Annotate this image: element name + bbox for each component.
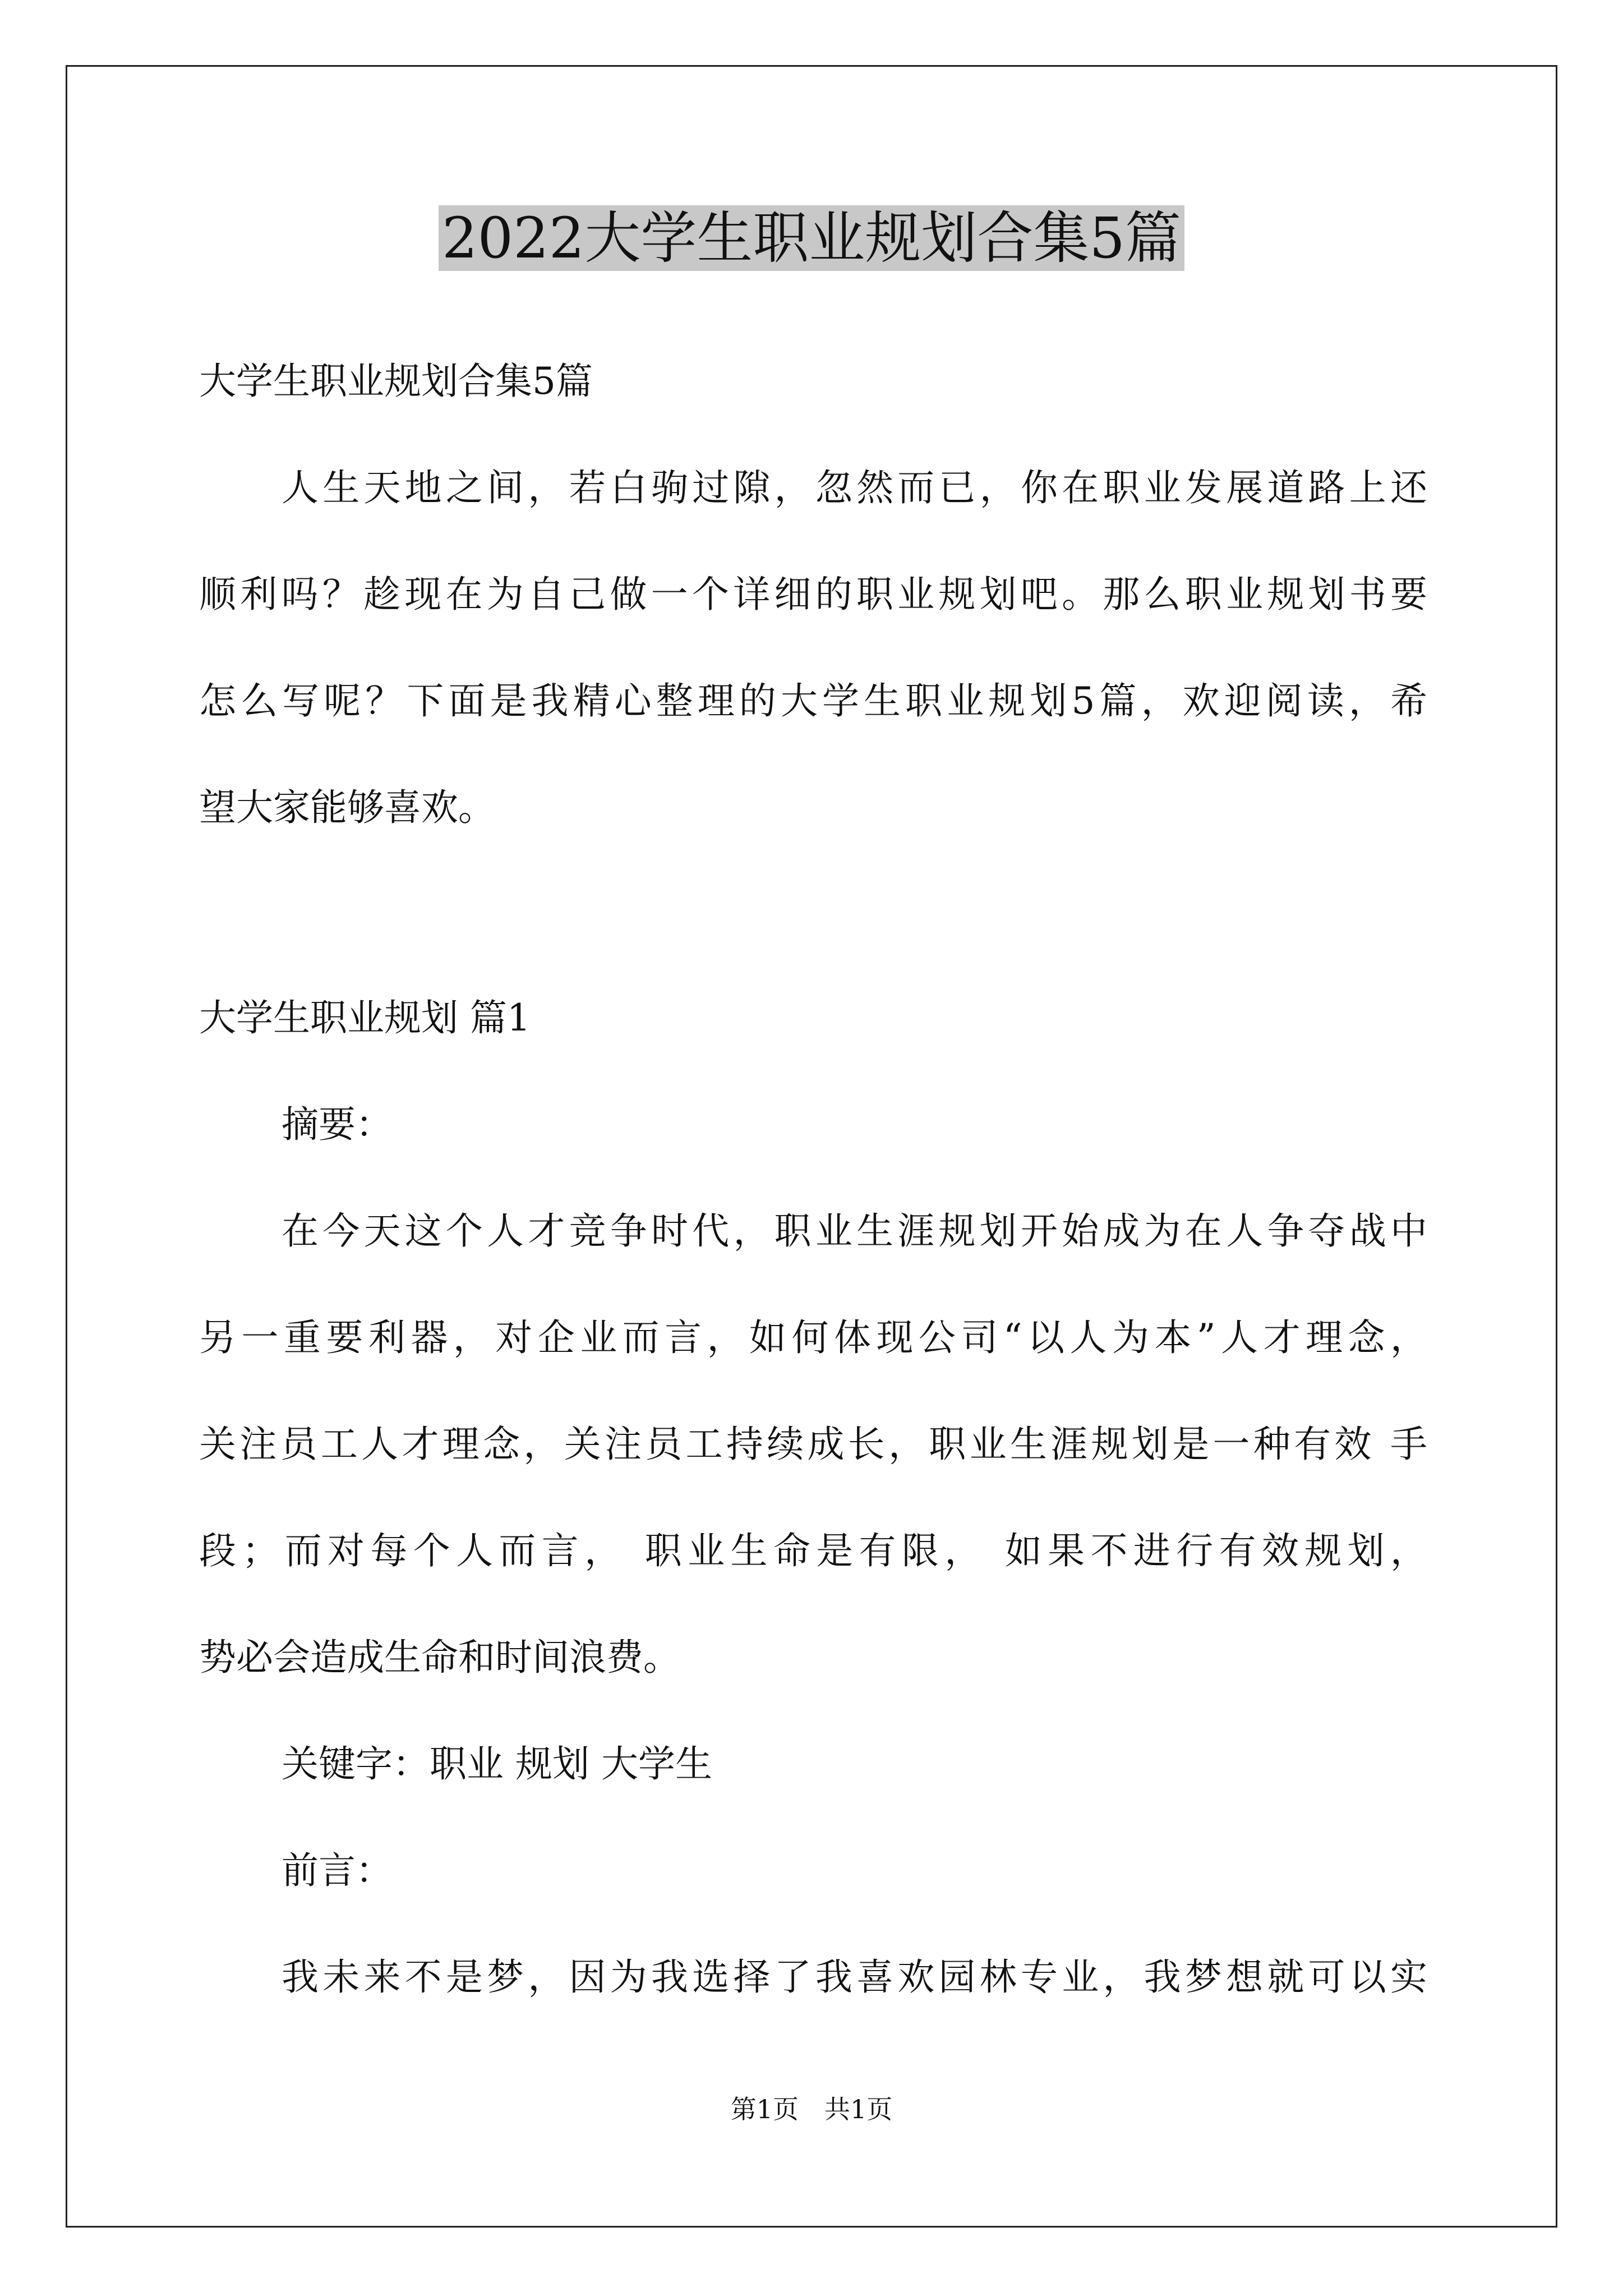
preface-line: 我未来不是梦，因为我选择了我喜欢园林专业，我梦想就可以实	[282, 1955, 1427, 1999]
document-subtitle: 大学生职业规划合集5篇	[199, 360, 593, 403]
abstract-line: 段；而对每个人而言， 职业生命是有限， 如果不进行有效规划，	[199, 1529, 1427, 1572]
abstract-label: 摘要：	[282, 1103, 393, 1146]
abstract-line: 在今天这个人才竞争时代，职业生涯规划开始成为在人争夺战中	[282, 1209, 1427, 1253]
intro-line: 顺利吗？趁现在为自己做一个详细的职业规划吧。那么职业规划书要	[199, 573, 1427, 616]
abstract-line: 关注员工人才理念，关注员工持续成长，职业生涯规划是一种有效 手	[199, 1423, 1427, 1466]
keywords-line: 关键字：职业 规划 大学生	[282, 1742, 712, 1786]
section-heading: 大学生职业规划 篇1	[199, 996, 531, 1039]
intro-line: 望大家能够喜欢。	[199, 786, 495, 829]
abstract-line: 另一重要利器，对企业而言，如何体现公司“以人为本”人才理念，	[199, 1316, 1427, 1359]
document-title	[0, 202, 1623, 275]
preface-label: 前言：	[282, 1849, 393, 1892]
intro-line: 怎么写呢？下面是我精心整理的大学生职业规划5篇，欢迎阅读，希	[199, 679, 1427, 723]
page-footer: 第1页 共1页	[730, 2094, 893, 2124]
document-title-text: 2022大学生职业规划合集5篇	[439, 205, 1184, 271]
intro-line: 人生天地之间，若白驹过隙，忽然而已，你在职业发展道路上还	[282, 466, 1427, 509]
abstract-line: 势必会造成生命和时间浪费。	[199, 1636, 680, 1679]
